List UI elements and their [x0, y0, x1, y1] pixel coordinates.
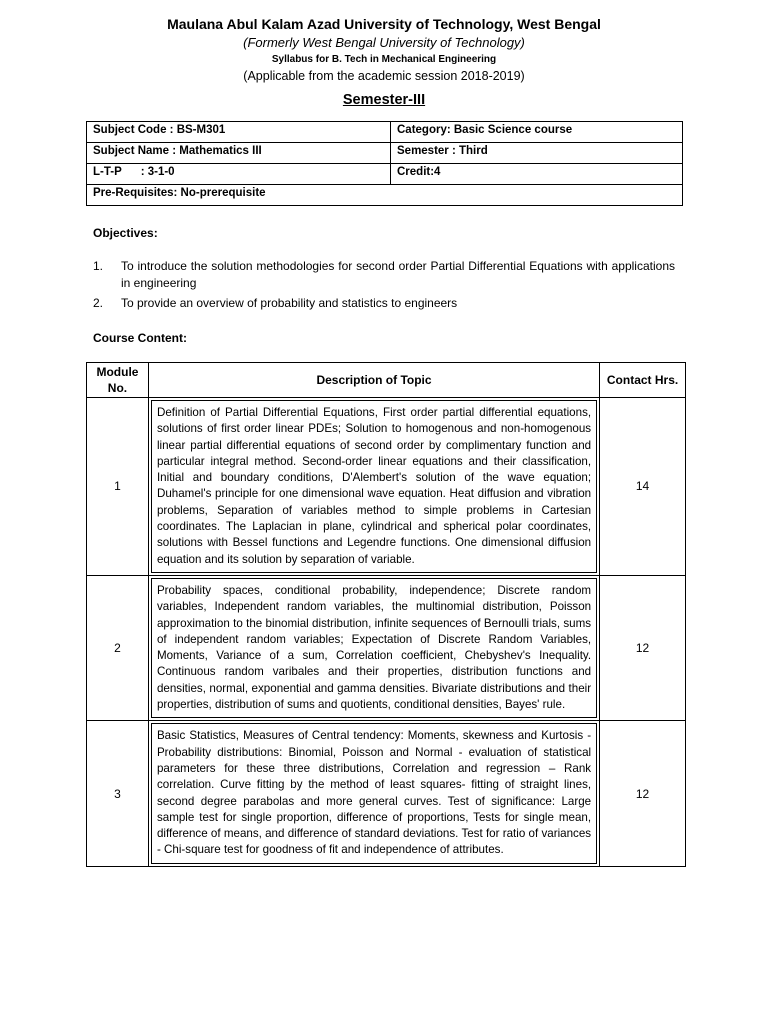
objectives-list [93, 258, 675, 315]
module-header: Module No. [87, 363, 149, 398]
university-name: Maulana Abul Kalam Azad University of Technology, West Bengal [167, 16, 601, 32]
table-row [87, 398, 686, 576]
topic-description: Probability spaces, conditional probability, independence; Discrete random variables, Independent random variables, the multinomial distribution, Poisson approximation to the binomial distribution, infinite sequences of Bernoulli trials, sums of independent random variables; Expectation of Discrete Random Variables, Moments, Variance of a sum, Correlation coefficient, Chebyshev's Inequality. Continuous random varibales and their properties, distribution functions and densities, normal, exponential and gamma densities. Bivariate distributions and their properties, distribution of sums and quotients, conditional densities, Bayes' rule. [151, 578, 597, 718]
module-number: 1 [87, 398, 149, 576]
contact-hours: 12 [600, 575, 686, 720]
document-header [0, 14, 768, 113]
hours-header: Contact Hrs. [600, 363, 686, 398]
course-content-table [86, 362, 686, 867]
prerequisites-cell: Pre-Requisites: No-prerequisite [87, 185, 683, 206]
semester-cell: Semester : Third [391, 143, 683, 164]
subject-name-cell: Subject Name : Mathematics III [87, 143, 391, 164]
table-header-row [87, 363, 686, 398]
credit-cell: Credit:4 [391, 164, 683, 185]
list-item-text: To introduce the solution methodologies for second order Partial Differential Equations with applications in engineering [121, 259, 675, 290]
list-item-text: To provide an overview of probability and statistics to engineers [121, 296, 458, 310]
semester-title: Semester-III [342, 92, 426, 108]
list-item-number: 2. [93, 296, 104, 310]
topic-description: Definition of Partial Differential Equations, First order partial differential equations, solutions of first order linear PDEs; Solution to homogenous and non-homogenous linear partial differential equations of second order by complimentary function and particular integral method. Second-order linear equations and their classification, Initial and boundary conditions, D'Alembert's solution of the wave equation; Duhamel's principle for one dimensional wave equation. Heat diffusion and vibration problems, Separation of variables method to simple problems in Cartesian coordinates. The Laplacian in plane, cylindrical and spherical polar coordinates, solutions with Bessel functions and Legendre functions. One dimensional diffusion equation and its solution by separation of variable. [151, 400, 597, 573]
list-item-number: 1. [93, 259, 104, 273]
objectives-heading: Objectives: [93, 226, 158, 240]
course-content-heading: Course Content: [93, 331, 187, 345]
description-header: Description of Topic [148, 363, 599, 398]
module-number: 3 [87, 721, 149, 866]
list-item [93, 258, 675, 292]
module-number: 2 [87, 575, 149, 720]
topic-description: Basic Statistics, Measures of Central tendency: Moments, skewness and Kurtosis - Probability distributions: Binomial, Poisson and Normal - evaluation of statistical parameters for these three distributions, Correlation and regression – Rank correlation. Curve fitting by the method of least squares- fitting of straight lines, second degree parabolas and more general curves. Test of significance: Large sample test for single proportion, difference of proportions, Tests for single mean, difference of means, and difference of standard deviations. Test for ratio of variances - Chi-square test for goodness of fit and independence of attributes. [151, 723, 597, 863]
table-row [87, 575, 686, 720]
syllabus-title: Syllabus for B. Tech in Mechanical Engineering [271, 54, 497, 65]
subject-code-cell: Subject Code : BS-M301 [87, 122, 391, 143]
session-note: (Applicable from the academic session 2018-2019) [243, 69, 525, 83]
category-cell: Category: Basic Science course [391, 122, 683, 143]
contact-hours: 14 [600, 398, 686, 576]
subject-info-table [86, 121, 683, 206]
contact-hours: 12 [600, 721, 686, 866]
list-item [93, 295, 675, 312]
former-name: (Formerly West Bengal University of Technology) [243, 35, 525, 50]
ltp-cell: L-T-P : 3-1-0 [87, 164, 391, 185]
table-row [87, 721, 686, 866]
